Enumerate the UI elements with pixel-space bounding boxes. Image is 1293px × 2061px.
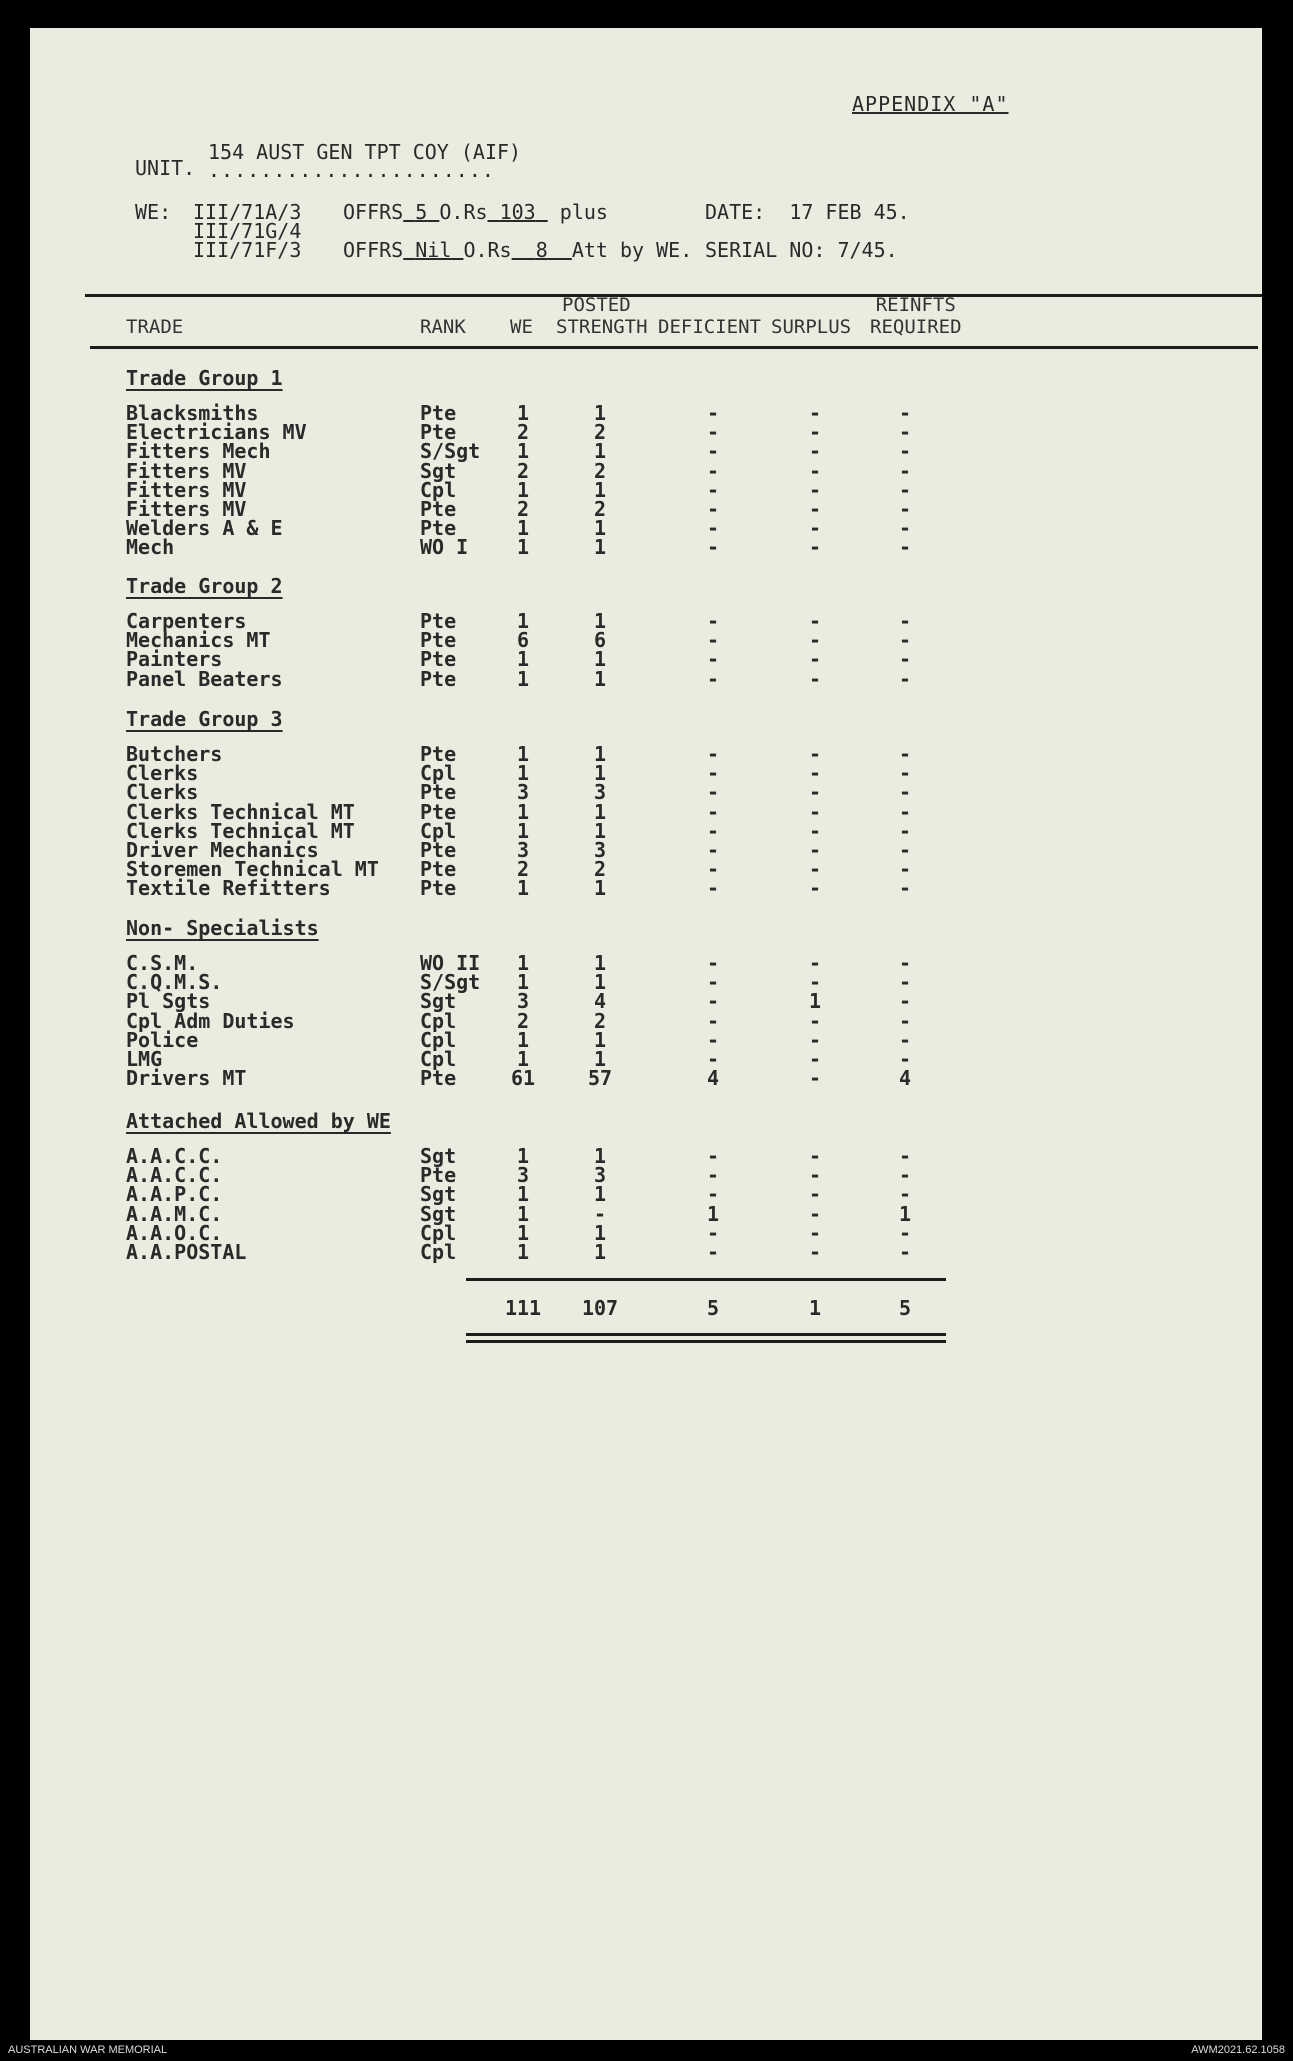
cell-trade: Storemen Technical MT <box>126 857 379 882</box>
group-title: Non- Specialists <box>126 916 319 940</box>
cell-posted-strength: 3 <box>593 1163 607 1188</box>
cell-we: 1 <box>516 535 530 560</box>
cell-we: 2 <box>516 420 530 445</box>
cell-reinfts-required: - <box>898 951 912 975</box>
cell-deficient: - <box>706 477 720 502</box>
cell-trade: Police <box>126 1027 199 1052</box>
cell-reinfts-required: - <box>898 439 912 464</box>
cell-surplus: - <box>808 1201 822 1226</box>
cell-trade: Welders A & E <box>126 516 283 541</box>
cell-we: 1 <box>516 1047 530 1071</box>
cell-we: 1 <box>516 876 530 901</box>
cell-deficient: - <box>706 666 720 691</box>
cell-rank: Pte <box>420 628 457 653</box>
cell-surplus: - <box>808 1008 822 1033</box>
cell-we: 1 <box>516 1220 530 1245</box>
cell-trade: LMG <box>126 1047 163 1071</box>
cell-surplus: - <box>808 401 822 425</box>
cell-surplus: - <box>808 1144 822 1168</box>
cell-trade: A.A.P.C. <box>126 1182 223 1207</box>
cell-deficient: - <box>706 516 720 541</box>
cell-rank: Sgt <box>420 458 457 483</box>
cell-deficient: - <box>706 609 720 633</box>
cell-we: 1 <box>516 970 530 995</box>
cell-deficient: 4 <box>706 1066 720 1091</box>
table-row <box>30 1008 1262 1033</box>
cell-posted-strength: 1 <box>593 742 607 766</box>
table-row <box>30 1066 1262 1091</box>
table-row <box>30 516 1262 541</box>
cell-rank: Cpl <box>420 1027 457 1052</box>
cell-reinfts-required: - <box>898 647 912 672</box>
cell-deficient: - <box>706 1027 720 1052</box>
cell-reinfts-required: - <box>898 970 912 995</box>
cell-deficient: - <box>706 1047 720 1071</box>
cell-posted-strength: 1 <box>593 799 607 824</box>
col-deficient: DEFICIENT <box>658 316 761 338</box>
cell-trade: Butchers <box>126 742 223 766</box>
cell-we: 1 <box>516 647 530 672</box>
cell-surplus: - <box>808 439 822 464</box>
cell-posted-strength: 1 <box>593 609 607 633</box>
total-we: 111 <box>504 1296 542 1320</box>
cell-we: 1 <box>516 516 530 541</box>
cell-trade: C.Q.M.S. <box>126 970 223 995</box>
cell-surplus: - <box>808 535 822 560</box>
cell-we: 1 <box>516 1027 530 1052</box>
cell-posted-strength: 1 <box>593 439 607 464</box>
cell-trade: Textile Refitters <box>126 876 331 901</box>
we-code-2: III/71G/4 <box>193 219 302 243</box>
cell-surplus: - <box>808 1027 822 1052</box>
cell-we: 1 <box>516 742 530 766</box>
cell-reinfts-required: - <box>898 666 912 691</box>
cell-we: 1 <box>516 1182 530 1207</box>
cell-surplus: - <box>808 497 822 521</box>
header-top-rule <box>85 294 1262 297</box>
cell-trade: Clerks Technical MT <box>126 799 355 824</box>
cell-trade: Drivers MT <box>126 1066 247 1091</box>
cell-surplus: - <box>808 666 822 691</box>
cell-posted-strength: 1 <box>593 516 607 541</box>
cell-rank: Sgt <box>420 1201 457 1226</box>
cell-posted-strength: 57 <box>587 1066 613 1091</box>
cell-rank: S/Sgt <box>420 970 481 995</box>
cell-posted-strength: 1 <box>593 647 607 672</box>
cell-reinfts-required: - <box>898 818 912 843</box>
cell-deficient: - <box>706 1008 720 1033</box>
cell-we: 1 <box>516 1144 530 1168</box>
cell-posted-strength: 1 <box>593 970 607 995</box>
group-title: Attached Allowed by WE <box>126 1109 391 1133</box>
cell-trade: Clerks <box>126 761 199 786</box>
cell-rank: WO II <box>420 951 481 975</box>
cell-surplus: - <box>808 609 822 633</box>
cell-reinfts-required: - <box>898 628 912 653</box>
cell-surplus: - <box>808 477 822 502</box>
cell-surplus: - <box>808 742 822 766</box>
cell-surplus: 1 <box>808 989 822 1014</box>
col-rank: RANK <box>420 316 466 338</box>
cell-posted-strength: 2 <box>593 458 607 483</box>
table-row <box>30 1242 1262 1262</box>
cell-trade: Clerks <box>126 780 199 805</box>
col-we: WE <box>510 316 533 338</box>
footer-left: AUSTRALIAN WAR MEMORIAL <box>8 2044 168 2056</box>
cell-trade: A.A.C.C. <box>126 1163 223 1188</box>
cell-rank: Pte <box>420 838 457 862</box>
cell-trade: Blacksmiths <box>126 401 259 425</box>
cell-reinfts-required: - <box>898 1008 912 1033</box>
cell-we: 1 <box>516 666 530 691</box>
cell-trade: A.A.C.C. <box>126 1144 223 1168</box>
cell-deficient: - <box>706 742 720 766</box>
col-posted-strength: POSTED STRENGTH <box>556 294 648 338</box>
cell-we: 2 <box>516 1008 530 1033</box>
date-field: DATE: 17 FEB 45. <box>705 200 910 224</box>
cell-reinfts-required: - <box>898 838 912 862</box>
cell-we: 1 <box>516 951 530 975</box>
cell-trade: Carpenters <box>126 609 247 633</box>
cell-reinfts-required: - <box>898 989 912 1014</box>
cell-trade: A.A.O.C. <box>126 1220 223 1245</box>
cell-we: 1 <box>516 818 530 843</box>
cell-reinfts-required: - <box>898 1027 912 1052</box>
cell-rank: Sgt <box>420 989 457 1014</box>
cell-posted-strength: 1 <box>593 761 607 786</box>
cell-rank: Pte <box>420 857 457 882</box>
cell-surplus: - <box>808 799 822 824</box>
cell-surplus: - <box>808 818 822 843</box>
col-surplus: SURPLUS <box>771 316 852 338</box>
table-row <box>30 876 1262 901</box>
cell-trade: Electricians MV <box>126 420 307 445</box>
cell-posted-strength: 4 <box>593 989 607 1014</box>
cell-rank: Pte <box>420 497 457 521</box>
cell-deficient: - <box>706 761 720 786</box>
cell-we: 1 <box>516 1240 530 1264</box>
total-reinfts: 5 <box>898 1296 912 1320</box>
cell-trade: Panel Beaters <box>126 666 283 691</box>
cell-deficient: - <box>706 838 720 862</box>
table-row <box>30 535 1262 560</box>
cell-deficient: - <box>706 401 720 425</box>
cell-reinfts-required: - <box>898 1163 912 1188</box>
cell-reinfts-required: - <box>898 420 912 445</box>
cell-deficient: - <box>706 857 720 882</box>
cell-trade: Painters <box>126 647 223 672</box>
cell-deficient: - <box>706 497 720 521</box>
cell-surplus: - <box>808 951 822 975</box>
appendix-title: APPENDIX "A" <box>852 92 1009 116</box>
cell-reinfts-required: - <box>898 609 912 633</box>
table-row <box>30 1027 1262 1052</box>
total-surplus: 1 <box>808 1296 822 1320</box>
cell-surplus: - <box>808 628 822 653</box>
cell-reinfts-required: - <box>898 857 912 882</box>
cell-deficient: - <box>706 1144 720 1168</box>
cell-posted-strength: 1 <box>593 1027 607 1052</box>
cell-posted-strength: 2 <box>593 857 607 882</box>
cell-reinfts-required: 1 <box>898 1201 912 1226</box>
cell-posted-strength: 1 <box>593 1047 607 1071</box>
cell-deficient: - <box>706 628 720 653</box>
cell-posted-strength: 1 <box>593 535 607 560</box>
cell-we: 1 <box>516 761 530 786</box>
cell-trade: Cpl Adm Duties <box>126 1008 295 1033</box>
cell-posted-strength: 2 <box>593 420 607 445</box>
table-row <box>30 761 1262 786</box>
total-posted: 107 <box>581 1296 619 1320</box>
col-trade: TRADE <box>126 316 184 338</box>
cell-reinfts-required: - <box>898 516 912 541</box>
table-row <box>30 970 1262 995</box>
cell-deficient: - <box>706 420 720 445</box>
cell-surplus: - <box>808 857 822 882</box>
cell-trade: Fitters MV <box>126 458 247 483</box>
totals-double-rule-2 <box>466 1340 946 1343</box>
cell-posted-strength: 1 <box>593 818 607 843</box>
col-reinfts-required: REINFTS REQUIRED <box>870 294 962 338</box>
cell-deficient: - <box>706 439 720 464</box>
cell-rank: Pte <box>420 401 457 425</box>
cell-posted-strength: 1 <box>593 666 607 691</box>
cell-rank: Cpl <box>420 1008 457 1033</box>
cell-we: 1 <box>516 401 530 425</box>
cell-deficient: - <box>706 1182 720 1207</box>
cell-rank: Pte <box>420 609 457 633</box>
cell-we: 61 <box>510 1066 536 1091</box>
cell-we: 1 <box>516 477 530 502</box>
cell-rank: Pte <box>420 516 457 541</box>
cell-rank: Pte <box>420 420 457 445</box>
cell-surplus: - <box>808 970 822 995</box>
cell-surplus: - <box>808 838 822 862</box>
cell-rank: Pte <box>420 1163 457 1188</box>
cell-deficient: - <box>706 780 720 805</box>
cell-posted-strength: 1 <box>593 951 607 975</box>
cell-we: 3 <box>516 1163 530 1188</box>
cell-surplus: - <box>808 780 822 805</box>
cell-rank: Sgt <box>420 1144 457 1168</box>
footer-right: AWM2021.62.1058 <box>1191 2044 1285 2056</box>
table-row <box>30 666 1262 691</box>
cell-trade: Fitters MV <box>126 497 247 521</box>
cell-surplus: - <box>808 1066 822 1091</box>
cell-reinfts-required: - <box>898 497 912 521</box>
cell-deficient: - <box>706 989 720 1014</box>
cell-rank: S/Sgt <box>420 439 481 464</box>
cell-rank: Cpl <box>420 477 457 502</box>
cell-we: 3 <box>516 780 530 805</box>
cell-trade: Fitters MV <box>126 477 247 502</box>
cell-posted-strength: 2 <box>593 497 607 521</box>
serial-field: SERIAL NO: 7/45. <box>705 238 898 262</box>
cell-surplus: - <box>808 1182 822 1207</box>
cell-trade: Clerks Technical MT <box>126 818 355 843</box>
cell-rank: Pte <box>420 742 457 766</box>
cell-trade: A.A.POSTAL <box>126 1240 247 1264</box>
cell-reinfts-required: - <box>898 1182 912 1207</box>
cell-reinfts-required: - <box>898 780 912 805</box>
cell-trade: Driver Mechanics <box>126 838 319 862</box>
offrs-line-2: OFFRS Nil O.Rs 8 Att by WE. <box>343 238 693 262</box>
cell-deficient: - <box>706 876 720 901</box>
cell-we: 2 <box>516 497 530 521</box>
cell-rank: Cpl <box>420 761 457 786</box>
offrs-line-1: OFFRS 5 O.Rs 103 plus <box>343 200 608 224</box>
cell-we: 1 <box>516 439 530 464</box>
cell-reinfts-required: - <box>898 1220 912 1245</box>
cell-surplus: - <box>808 1163 822 1188</box>
cell-rank: Pte <box>420 647 457 672</box>
unit-label: UNIT. <box>135 156 196 180</box>
cell-trade: Mech <box>126 535 175 560</box>
cell-deficient: - <box>706 1163 720 1188</box>
cell-rank: Pte <box>420 799 457 824</box>
cell-deficient: 1 <box>706 1201 720 1226</box>
unit-dots: ...................... <box>208 158 495 182</box>
group-title: Trade Group 3 <box>126 707 283 731</box>
cell-deficient: - <box>706 818 720 843</box>
cell-trade: A.A.M.C. <box>126 1201 223 1226</box>
cell-we: 1 <box>516 609 530 633</box>
cell-reinfts-required: - <box>898 1144 912 1168</box>
cell-reinfts-required: - <box>898 477 912 502</box>
we-code-3: III/71F/3 <box>193 238 302 262</box>
cell-trade: C.S.M. <box>126 951 199 975</box>
cell-surplus: - <box>808 876 822 901</box>
totals-double-rule-1 <box>466 1333 946 1336</box>
cell-reinfts-required: - <box>898 1047 912 1071</box>
table-row <box>30 744 1262 764</box>
cell-rank: Sgt <box>420 1182 457 1207</box>
cell-surplus: - <box>808 420 822 445</box>
we-code-1: III/71A/3 <box>193 200 302 224</box>
cell-posted-strength: 2 <box>593 1008 607 1033</box>
cell-reinfts-required: - <box>898 742 912 766</box>
cell-surplus: - <box>808 1240 822 1264</box>
cell-surplus: - <box>808 761 822 786</box>
cell-reinfts-required: - <box>898 761 912 786</box>
cell-posted-strength: 1 <box>593 1240 607 1264</box>
cell-deficient: - <box>706 535 720 560</box>
cell-posted-strength: 3 <box>593 780 607 805</box>
cell-we: 1 <box>516 1201 530 1226</box>
cell-we: 3 <box>516 838 530 862</box>
cell-rank: Pte <box>420 666 457 691</box>
cell-surplus: - <box>808 1047 822 1071</box>
cell-we: 2 <box>516 458 530 483</box>
cell-reinfts-required: - <box>898 1240 912 1264</box>
document-page <box>30 28 1262 2040</box>
cell-posted-strength: 3 <box>593 838 607 862</box>
cell-reinfts-required: - <box>898 876 912 901</box>
cell-we: 3 <box>516 989 530 1014</box>
cell-we: 2 <box>516 857 530 882</box>
cell-rank: WO I <box>420 535 469 560</box>
cell-we: 1 <box>516 799 530 824</box>
cell-surplus: - <box>808 1220 822 1245</box>
cell-posted-strength: 1 <box>593 1220 607 1245</box>
unit-value: 154 AUST GEN TPT COY (AIF) <box>208 140 522 164</box>
cell-deficient: - <box>706 799 720 824</box>
cell-trade: Mechanics MT <box>126 628 271 653</box>
cell-deficient: - <box>706 1220 720 1245</box>
cell-rank: Pte <box>420 780 457 805</box>
cell-rank: Cpl <box>420 1240 457 1264</box>
header-bottom-rule <box>90 346 1258 349</box>
cell-reinfts-required: - <box>898 535 912 560</box>
cell-rank: Cpl <box>420 818 457 843</box>
cell-posted-strength: 1 <box>593 401 607 425</box>
total-deficient: 5 <box>706 1296 720 1320</box>
cell-rank: Pte <box>420 876 457 901</box>
group-title: Trade Group 2 <box>126 574 283 598</box>
cell-deficient: - <box>706 1240 720 1264</box>
cell-rank: Cpl <box>420 1220 457 1245</box>
cell-posted-strength: 1 <box>593 1182 607 1207</box>
cell-deficient: - <box>706 458 720 483</box>
cell-posted-strength: 6 <box>593 628 607 653</box>
cell-posted-strength: 1 <box>593 1144 607 1168</box>
cell-reinfts-required: - <box>898 458 912 483</box>
cell-reinfts-required: 4 <box>898 1066 912 1091</box>
cell-we: 6 <box>516 628 530 653</box>
cell-trade: Fitters Mech <box>126 439 271 464</box>
cell-reinfts-required: - <box>898 401 912 425</box>
cell-deficient: - <box>706 970 720 995</box>
cell-deficient: - <box>706 647 720 672</box>
cell-trade: Pl Sgts <box>126 989 211 1014</box>
cell-posted-strength: 1 <box>593 876 607 901</box>
cell-surplus: - <box>808 647 822 672</box>
cell-rank: Pte <box>420 1066 457 1091</box>
cell-posted-strength: 1 <box>593 477 607 502</box>
group-title: Trade Group 1 <box>126 366 283 390</box>
cell-reinfts-required: - <box>898 799 912 824</box>
totals-top-rule <box>466 1278 946 1281</box>
cell-rank: Cpl <box>420 1047 457 1071</box>
cell-surplus: - <box>808 516 822 541</box>
cell-surplus: - <box>808 458 822 483</box>
cell-posted-strength: - <box>593 1201 607 1226</box>
cell-deficient: - <box>706 951 720 975</box>
we-label: WE: <box>135 200 172 224</box>
